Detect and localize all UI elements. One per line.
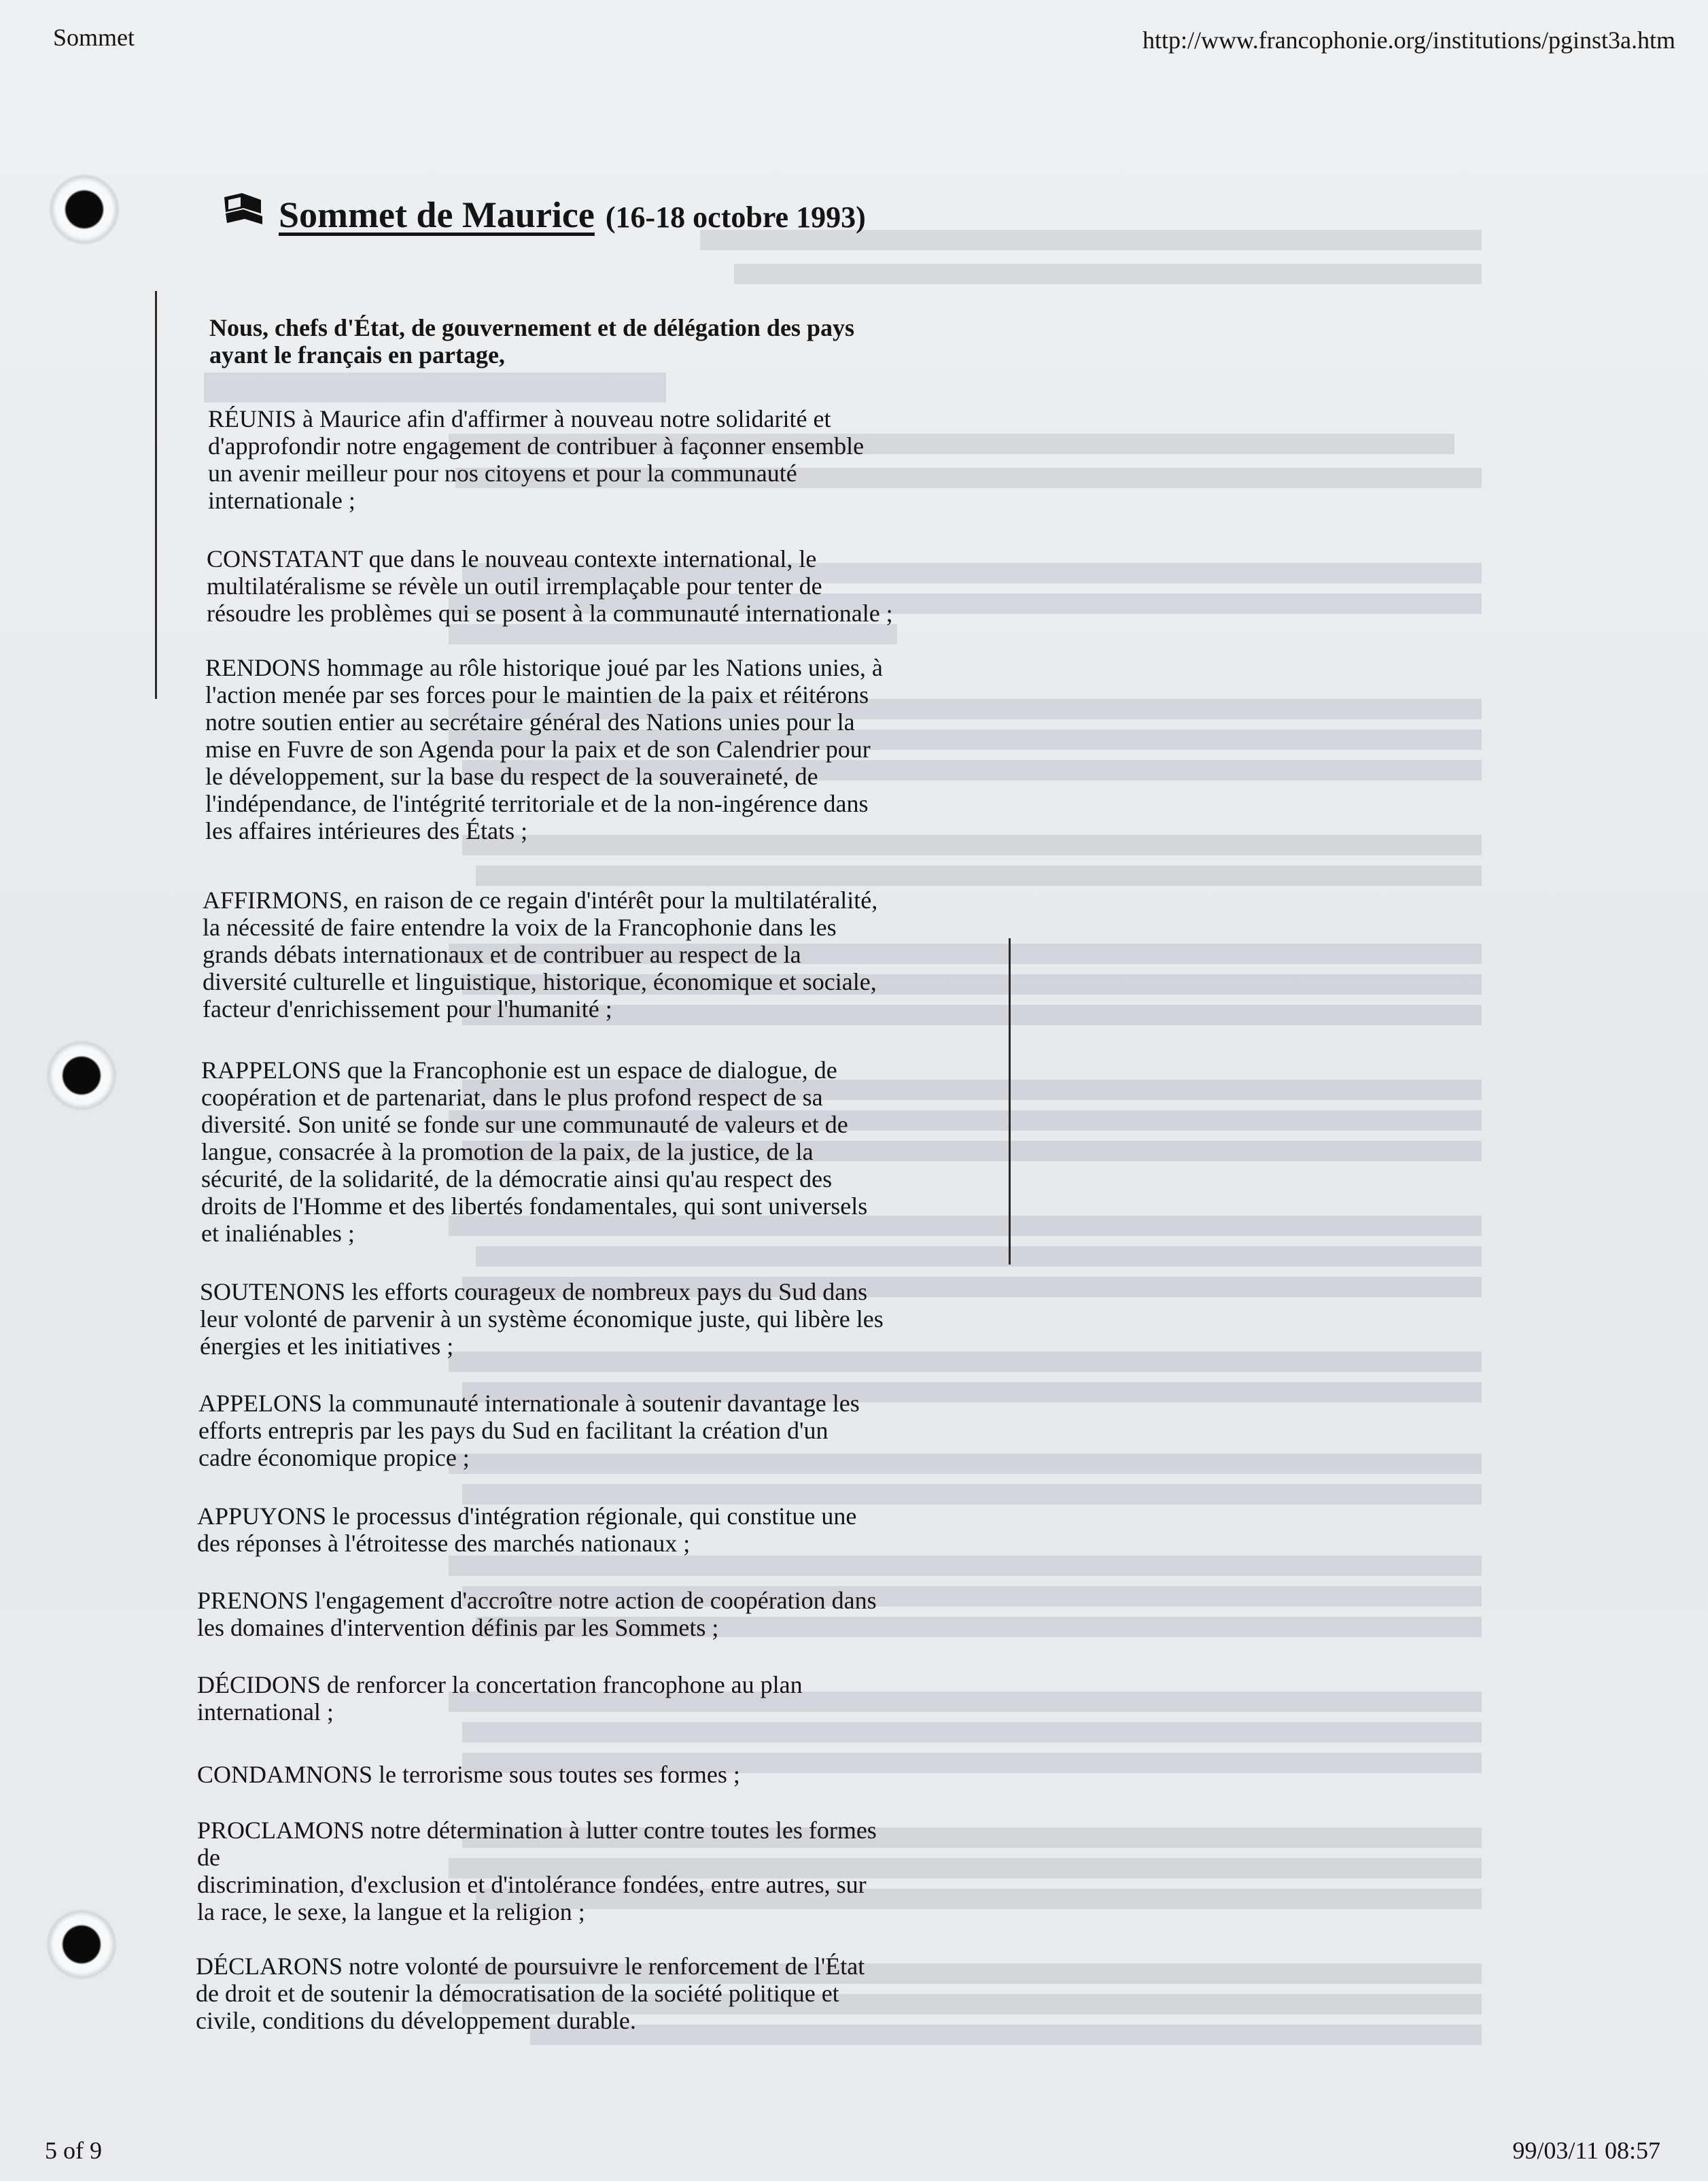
- paragraph-rendons: RENDONS hommage au rôle historique joué par les Nations unies, à l'action menée par ses forces pour le maintien de la paix et réitérons notre soutien entier au secrétaire général des Nations unies pour la mise en Fuvre de son Agenda pour la paix et de son Calendrier pour le développement, sur la base du respect de la souveraineté, de l'indépendance, de l'intégrité territoriale et de la non-ingérence dans les affaires intérieures des États ;: [205, 654, 883, 844]
- paragraph-prenons: PRENONS l'engagement d'accroître notre action de coopération dans les domaines d'intervention définis par les Sommets ;: [197, 1587, 877, 1641]
- header-title: Sommet: [53, 24, 135, 51]
- margin-bar-left: [155, 291, 157, 699]
- print-timestamp: 99/03/11 08:57: [1512, 2137, 1660, 2164]
- paragraph-proclamons: PROCLAMONS notre détermination à lutter contre toutes les formes de discrimination, d'exclusion et d'intolérance fondées, entre autres, sur la race, le sexe, la langue et la religion ;: [197, 1817, 877, 1925]
- punch-hole-bottom: [46, 1909, 117, 1980]
- punch-hole-top: [49, 174, 120, 245]
- heading-title: Sommet de Maurice: [279, 194, 595, 235]
- header-url: http://www.francophonie.org/institutions/pginst3a.htm: [1143, 27, 1675, 54]
- paragraph-rappelons: RAPPELONS que la Francophonie est un espace de dialogue, de coopération et de partenariat, dans le plus profond respect de sa diversité. Son unité se fonde sur une communauté de valeurs et de langue, consacrée à la promotion de la paix, de la justice, de la sécurité, de la solidarité, de la démocratie ainsi qu'au respect des droits de l'Homme et des libertés fondamentales, qui sont universels et inaliénables ;: [201, 1057, 868, 1247]
- paragraph-constatant: CONSTATANT que dans le nouveau contexte international, le multilatéralisme se révèle un outil irremplaçable pour tenter de résoudre les problèmes qui se posent à la communauté internationale ;: [207, 545, 893, 627]
- paragraph-decidons: DÉCIDONS de renforcer la concertation francophone au plan international ;: [197, 1671, 803, 1725]
- paragraph-appuyons: APPUYONS le processus d'intégration régionale, qui constitue une des réponses à l'étroitesse des marchés nationaux ;: [197, 1502, 857, 1557]
- paragraph-affirmons: AFFIRMONS, en raison de ce regain d'intérêt pour la multilatéralité, la nécessité de faire entendre la voix de la Francophonie dans les grands débats internationaux et de contribuer au respect de la diversité culturelle et linguistique, historique, économique et sociale, facteur d'enrichissement pour l'humanité ;: [203, 887, 878, 1023]
- paragraph-condamnons: CONDAMNONS le terrorisme sous toutes ses formes ;: [197, 1761, 740, 1788]
- paragraph-appelons: APPELONS la communauté internationale à soutenir davantage les efforts entrepris par les pays du Sud en facilitant la création d'un cadre économique propice ;: [198, 1390, 860, 1471]
- paragraph-declarons: DÉCLARONS notre volonté de poursuivre le renforcement de l'État de droit et de soutenir la démocratisation de la société politique et civile, conditions du développement durable.: [196, 1953, 865, 2034]
- paragraph-soutenons: SOUTENONS les efforts courageux de nombreux pays du Sud dans leur volonté de parvenir à un système économique juste, qui libère les énergies et les initiatives ;: [200, 1278, 884, 1360]
- book-arrow-icon: [222, 190, 265, 230]
- page-number: 5 of 9: [45, 2137, 102, 2164]
- paragraph-reunis: RÉUNIS à Maurice afin d'affirmer à nouveau notre solidarité et d'approfondir notre engagement de contribuer à façonner ensemble un avenir meilleur pour nos citoyens et pour la communauté internationale ;: [208, 405, 865, 514]
- punch-hole-middle: [46, 1040, 117, 1111]
- heading-dates: (16-18 octobre 1993): [605, 201, 866, 234]
- page-heading: [222, 188, 866, 236]
- preamble: Nous, chefs d'État, de gouvernement et de délégation des pays ayant le français en partage,: [209, 314, 854, 368]
